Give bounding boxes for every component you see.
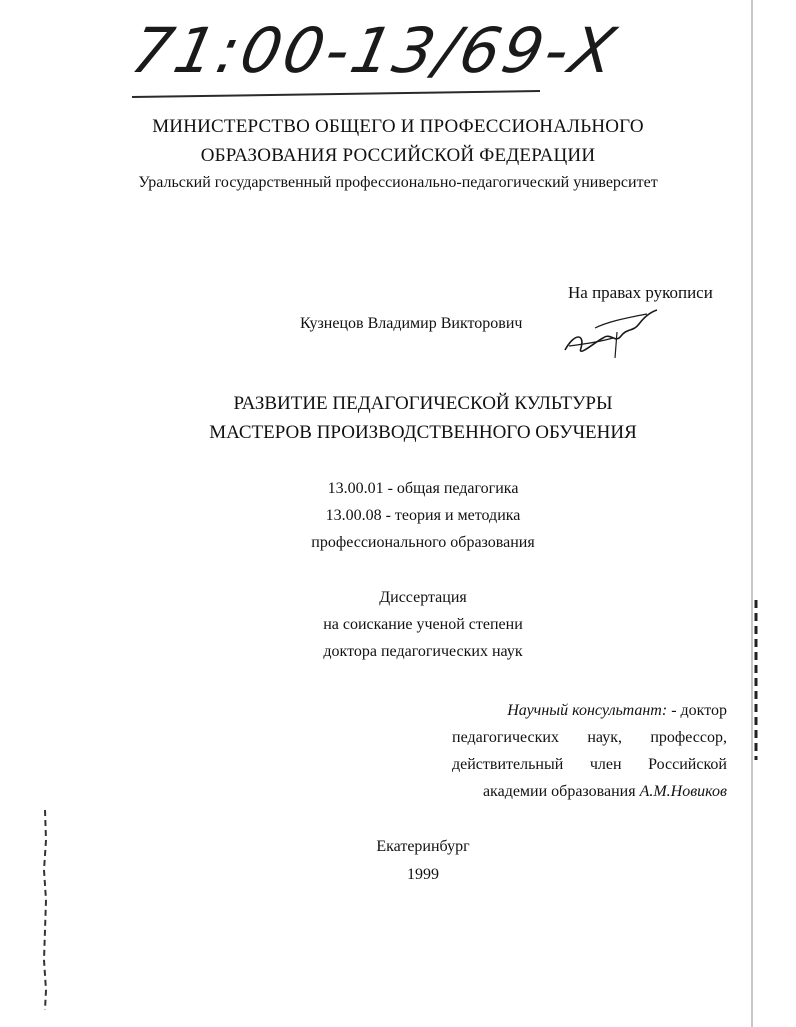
archive-code-handwritten: 71:00-13/69-Х xyxy=(125,14,625,87)
scan-edge-left xyxy=(40,810,50,1010)
consultant-word: профессор, xyxy=(650,729,727,746)
year: 1999 xyxy=(407,866,439,883)
signature xyxy=(555,292,665,362)
consultant-name: А.М.Новиков xyxy=(639,783,727,800)
scientific-consultant-block xyxy=(452,697,727,805)
ministry-line-1: МИНИСТЕРСТВО ОБЩЕГО И ПРОФЕССИОНАЛЬНОГО xyxy=(152,116,644,137)
consultant-label: Научный консультант: xyxy=(507,702,668,719)
archive-code-underline xyxy=(130,85,550,105)
manuscript-note: На правах рукописи xyxy=(568,283,713,302)
consultant-word: действительный xyxy=(452,756,564,773)
ministry-line-2: ОБРАЗОВАНИЯ РОССИЙСКОЙ ФЕДЕРАЦИИ xyxy=(200,145,596,166)
consultant-line-4 xyxy=(452,778,727,805)
university-name: Уральский государственный профессионально-педагогический университет xyxy=(138,174,658,191)
consultant-line-1-rest: - доктор xyxy=(671,702,727,719)
scan-edge-right xyxy=(742,0,762,1027)
dissertation-title-line-2: МАСТЕРОВ ПРОИЗВОДСТВЕННОГО ОБУЧЕНИЯ xyxy=(209,422,637,443)
specialty-line-2: 13.00.08 - теория и методика xyxy=(325,507,521,524)
dissertation-title-line-1: РАЗВИТИЕ ПЕДАГОГИЧЕСКОЙ КУЛЬТУРЫ xyxy=(233,393,613,414)
consultant-line-3 xyxy=(452,751,727,778)
specialty-line-1: 13.00.01 - общая педагогика xyxy=(327,480,519,497)
consultant-word: наук, xyxy=(587,729,622,746)
consultant-line-1 xyxy=(452,697,727,724)
consultant-word: Российской xyxy=(648,756,727,773)
consultant-line-2 xyxy=(452,724,727,751)
consultant-word: член xyxy=(589,756,622,773)
degree-line-1: Диссертация xyxy=(379,589,467,606)
consultant-line-4-prefix: академии образования xyxy=(482,783,636,800)
consultant-word: педагогических xyxy=(452,729,559,746)
degree-line-2: на соискание ученой степени xyxy=(323,616,523,633)
city: Екатеринбург xyxy=(376,838,470,855)
author-name: Кузнецов Владимир Викторович xyxy=(300,315,523,332)
specialty-line-3: профессионального образования xyxy=(311,534,535,551)
degree-line-3: доктора педагогических наук xyxy=(323,643,523,660)
